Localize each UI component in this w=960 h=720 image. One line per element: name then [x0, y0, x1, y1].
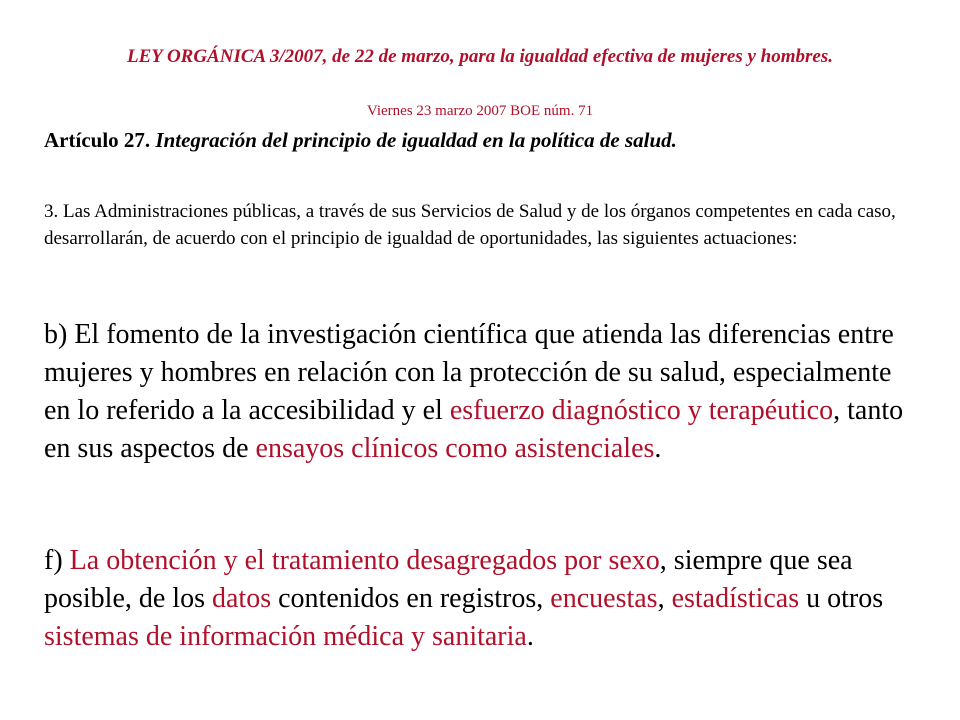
publication-info: Viernes 23 marzo 2007 BOE núm. 71 — [366, 103, 594, 119]
item-b-text-3: . — [654, 433, 662, 464]
item-b-paragraph — [44, 316, 924, 468]
item-f-highlight-5: sistemas de información médica y sanitaria — [44, 621, 527, 652]
article-number: Artículo 27. — [44, 128, 151, 152]
item-b-highlight-1: esfuerzo diagnóstico y terapéutico — [449, 395, 834, 426]
item-f-text-3: contenidos en registros, — [271, 583, 551, 614]
item-f-text-1: f) — [44, 545, 70, 576]
item-f-highlight-4: estadísticas — [671, 583, 800, 614]
item-b-text-2: , tanto en sus aspectos de — [44, 395, 904, 464]
item-b-highlight-2: ensayos clínicos como asistenciales — [255, 433, 655, 464]
item-f-text-6: . — [526, 621, 534, 652]
article-title: Integración del principio de igualdad en la política de salud. — [155, 128, 677, 152]
item-f-highlight-2: datos — [212, 583, 272, 614]
item-f-text-5: u otros — [799, 583, 884, 614]
intro-paragraph: 3. Las Administraciones públicas, a través de sus Servicios de Salud y de los órganos competentes en cada caso, desarrollarán, de acuerdo con el principio de igualdad de oportunidades, las siguientes actuaciones: — [44, 201, 896, 249]
item-f-highlight-3: encuestas — [550, 583, 658, 614]
item-f-text-4: , — [657, 583, 672, 614]
item-f-paragraph — [44, 542, 924, 656]
article-heading — [44, 128, 924, 153]
item-f-text-2: , siempre que sea posible, de los — [44, 545, 853, 614]
item-b-text-1: b) El fomento de la investigación científica que atienda las diferencias entre mujeres y hombres en relación con la protección de su salud, especialmente en lo referido a la accesibilidad y el — [44, 319, 894, 426]
item-f-highlight-1: La obtención y el tratamiento desagregados por sexo — [69, 545, 660, 576]
law-title: LEY ORGÁNICA 3/2007, de 22 de marzo, para la igualdad efectiva de mujeres y hombres. — [127, 46, 833, 67]
